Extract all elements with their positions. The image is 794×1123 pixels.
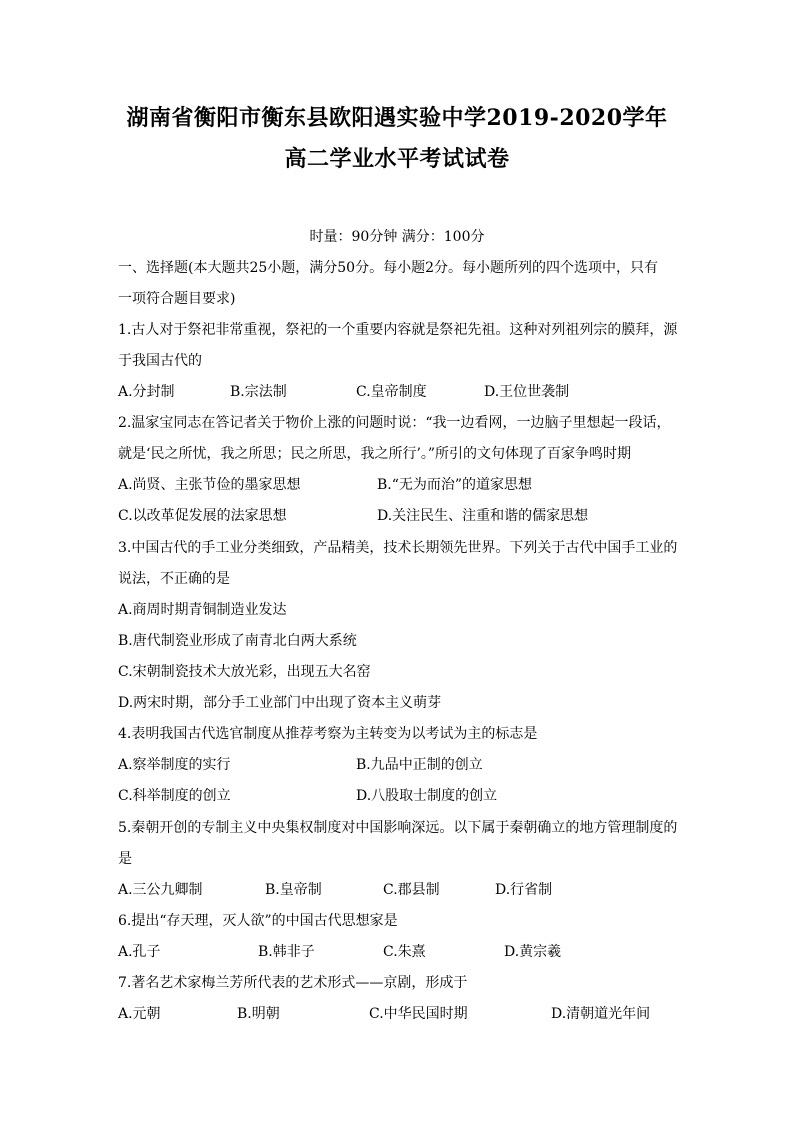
question-2-option-a: A.尚贤、主张节俭的墨家思想 xyxy=(118,477,301,493)
question-3-option-d: D.两宋时期，部分手工业部门中出现了资本主义萌芽 xyxy=(118,695,442,711)
question-1-option-d: D.王位世袭制 xyxy=(484,384,570,400)
exam-time-and-score: 时量：90分钟 满分：100分 xyxy=(309,229,485,245)
question-1-stem-line-1: 1.古人对于祭祀非常重视，祭祀的一个重要内容就是祭祀先祖。这种对列祖列宗的膜拜，源 xyxy=(118,322,678,338)
question-2-stem-line-2: 就是‘民之所忧，我之所思；民之所思，我之所行’。”所引的文句体现了百家争鸣时期 xyxy=(118,446,632,462)
question-1-stem-line-2: 于我国古代的 xyxy=(118,353,202,369)
question-3-option-b: B.唐代制瓷业形成了南青北白两大系统 xyxy=(118,633,357,649)
question-7-stem: 7.著名艺术家梅兰芳所代表的艺术形式——京剧，形成于 xyxy=(118,975,468,991)
question-2-option-d: D.关注民生、注重和谐的儒家思想 xyxy=(377,508,589,524)
question-7-option-b: B.明朝 xyxy=(237,1006,280,1022)
question-3-stem-line-1: 3.中国古代的手工业分类细致，产品精美，技术长期领先世界。下列关于古代中国手工业的 xyxy=(118,540,678,556)
question-4-option-d: D.八股取士制度的创立 xyxy=(356,788,498,804)
question-5-stem-line-2: 是 xyxy=(118,851,132,867)
question-6-option-d: D.黄宗羲 xyxy=(504,944,562,960)
question-5-stem-line-1: 5.秦朝开创的专制主义中央集权制度对中国影响深远。以下属于秦朝确立的地方管理制度的 xyxy=(118,820,678,836)
question-5-option-b: B.皇帝制 xyxy=(265,882,322,898)
question-1-option-c: C.皇帝制度 xyxy=(356,384,427,400)
question-4-option-b: B.九品中正制的创立 xyxy=(356,757,483,773)
question-2-option-c: C.以改革促发展的法家思想 xyxy=(118,508,287,524)
question-2-option-b: B.“无为而治”的道家思想 xyxy=(377,477,533,493)
question-4-option-c: C.科举制度的创立 xyxy=(118,788,231,804)
question-1-option-b: B.宗法制 xyxy=(230,384,287,400)
question-1-option-a: A.分封制 xyxy=(118,384,175,400)
document-title-line-1: 湖南省衡阳市衡东县欧阳遇实验中学2019-2020学年 xyxy=(126,105,668,131)
section-instructions-line-1: 一、选择题(本大题共25小题，满分50分。每小题2分。每小题所列的四个选项中，只有 xyxy=(118,260,658,276)
question-5-option-d: D.行省制 xyxy=(495,882,553,898)
question-4-stem: 4.表明我国古代选官制度从推荐考察为主转变为以考试为主的标志是 xyxy=(118,726,538,742)
question-5-option-c: C.郡县制 xyxy=(383,882,440,898)
question-6-option-b: B.韩非子 xyxy=(258,944,315,960)
question-3-stem-line-2: 说法，不正确的是 xyxy=(118,571,230,587)
question-3-option-a: A.商周时期青铜制造业发达 xyxy=(118,602,287,618)
question-4-option-a: A.察举制度的实行 xyxy=(118,757,231,773)
question-2-stem-line-1: 2.温家宝同志在答记者关于物价上涨的问题时说：“我一边看网，一边脑子里想起一段话， xyxy=(118,415,671,431)
question-6-option-c: C.朱熹 xyxy=(383,944,426,960)
question-7-option-c: C.中华民国时期 xyxy=(369,1006,468,1022)
question-5-option-a: A.三公九卿制 xyxy=(118,882,203,898)
question-7-option-a: A.元朝 xyxy=(118,1006,161,1022)
question-7-option-d: D.清朝道光年间 xyxy=(551,1006,651,1022)
question-6-option-a: A.孔子 xyxy=(118,944,161,960)
section-instructions-line-2: 一项符合题目要求) xyxy=(118,291,236,307)
document-title-line-2: 高二学业水平考试试卷 xyxy=(284,146,510,172)
question-6-stem: 6.提出“存天理，灭人欲”的中国古代思想家是 xyxy=(118,913,398,929)
question-3-option-c: C.宋朝制瓷技术大放光彩，出现五大名窑 xyxy=(118,664,371,680)
